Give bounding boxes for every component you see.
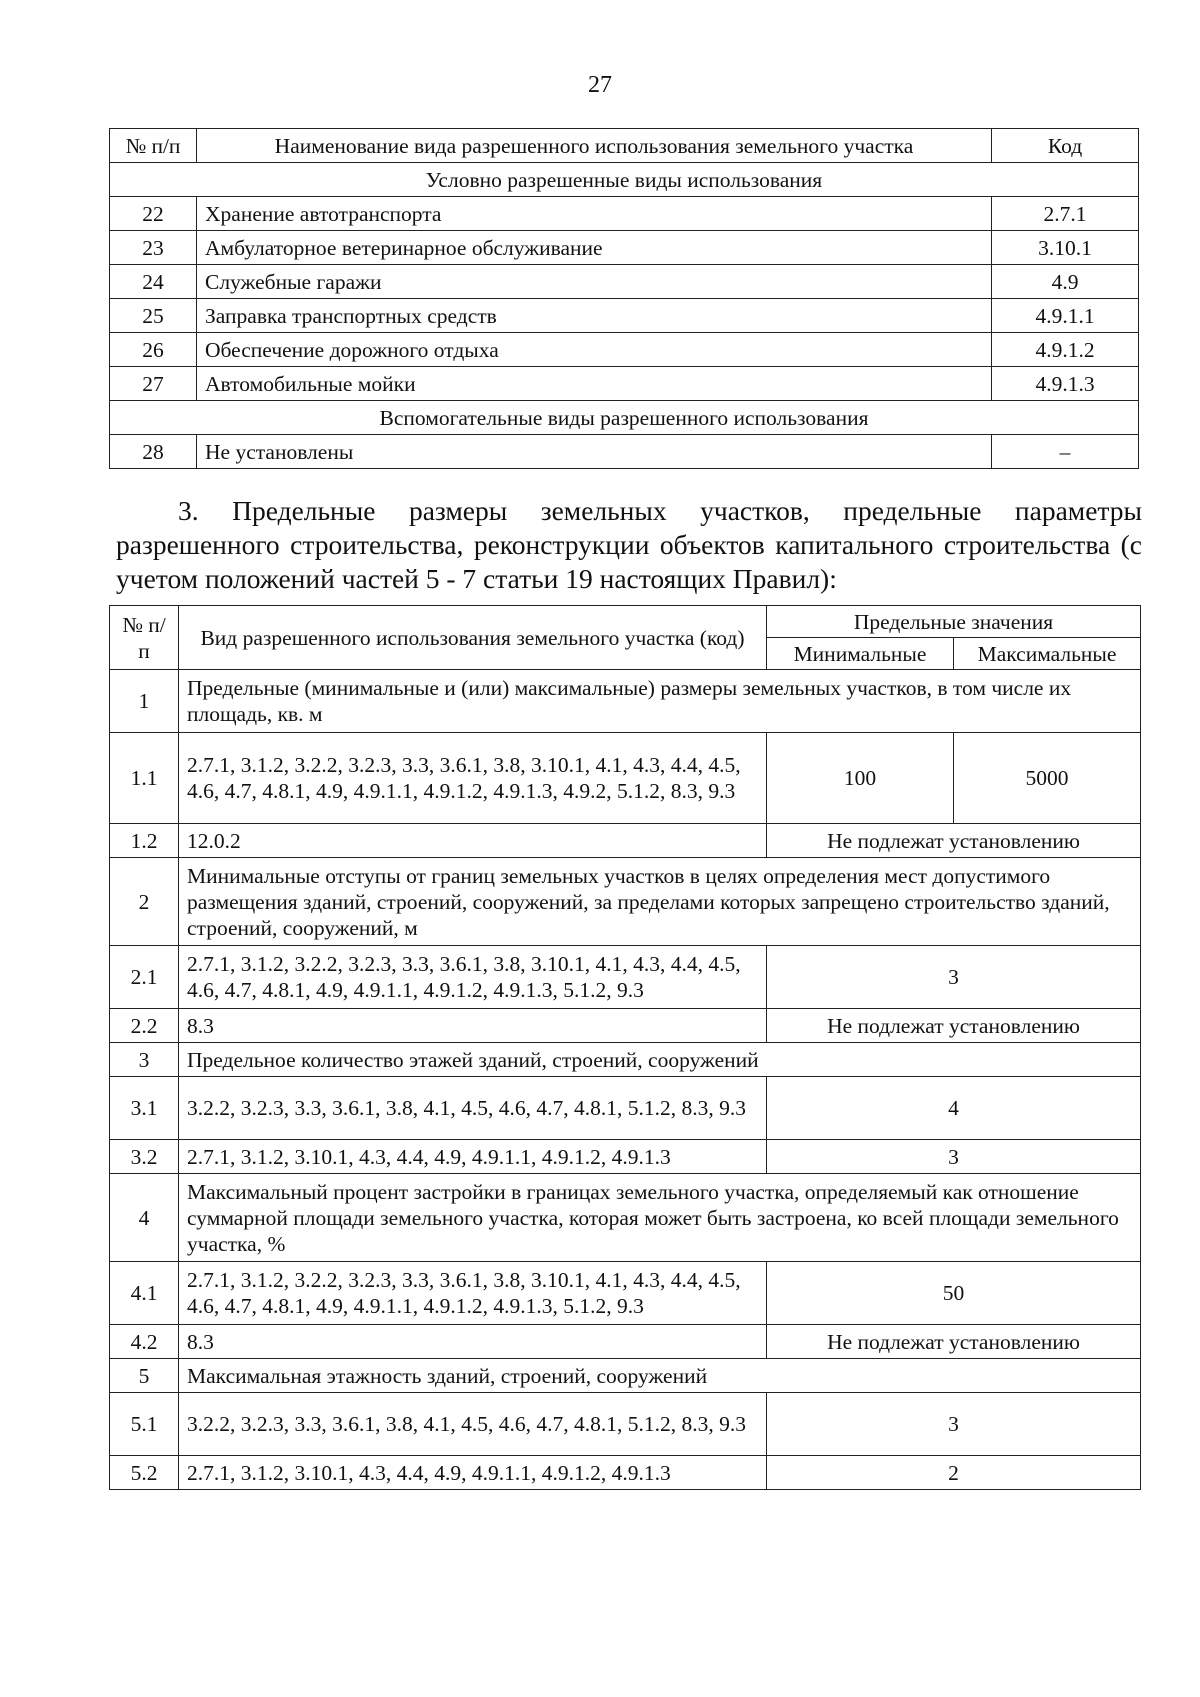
table-row (110, 333, 1139, 367)
row-num: 2 (110, 858, 179, 946)
table-row (110, 1043, 1141, 1077)
row-value: 2 (767, 1456, 1141, 1490)
row-name: Не установлены (197, 435, 992, 469)
table-row (110, 858, 1141, 946)
table-row (110, 435, 1139, 469)
table-row (110, 946, 1141, 1009)
table-header-row (110, 129, 1139, 163)
row-value: Не подлежат установлению (767, 1325, 1141, 1359)
row-code: 3.10.1 (992, 231, 1139, 265)
row-codes: 2.7.1, 3.1.2, 3.10.1, 4.3, 4.4, 4.9, 4.9.1.1, 4.9.1.2, 4.9.1.3 (179, 1140, 767, 1174)
row-name: Служебные гаражи (197, 265, 992, 299)
row-num: 2.2 (110, 1009, 179, 1043)
table-row (110, 299, 1139, 333)
row-num: 3.2 (110, 1140, 179, 1174)
table-row (110, 1456, 1141, 1490)
row-num: 1.1 (110, 733, 179, 824)
row-num: 4 (110, 1174, 179, 1262)
table-row (110, 670, 1141, 733)
row-text: Предельное количество этажей зданий, строений, сооружений (179, 1043, 1141, 1077)
row-code: 4.9.1.1 (992, 299, 1139, 333)
table-row (110, 1140, 1141, 1174)
row-num: 3 (110, 1043, 179, 1077)
row-num: 1 (110, 670, 179, 733)
section-row (110, 401, 1139, 435)
row-value: 3 (767, 1393, 1141, 1456)
row-name: Заправка транспортных средств (197, 299, 992, 333)
table-row (110, 1325, 1141, 1359)
row-name: Обеспечение дорожного отдыха (197, 333, 992, 367)
permitted-use-table (109, 128, 1139, 469)
row-name: Хранение автотранспорта (197, 197, 992, 231)
table-row (110, 231, 1139, 265)
header-code: Код (992, 129, 1139, 163)
row-num: 1.2 (110, 824, 179, 858)
row-text: Максимальный процент застройки в границах земельного участка, определяемый как отношение суммарной площади земельного участка, которая может быть застроена, ко всей площади земельного участка, % (179, 1174, 1141, 1262)
table-row (110, 733, 1141, 824)
header-max: Максимальные (954, 638, 1141, 670)
row-value: Не подлежат установлению (767, 1009, 1141, 1043)
row-num: 28 (110, 435, 197, 469)
header-limits: Предельные значения (767, 606, 1141, 638)
row-max: 5000 (954, 733, 1141, 824)
row-value: 50 (767, 1262, 1141, 1325)
section-row (110, 163, 1139, 197)
table-row (110, 1262, 1141, 1325)
row-min: 100 (767, 733, 954, 824)
table-row (110, 1174, 1141, 1262)
table-row (110, 1009, 1141, 1043)
row-code: 4.9 (992, 265, 1139, 299)
row-num: 2.1 (110, 946, 179, 1009)
limits-table (109, 605, 1141, 1490)
table-row (110, 824, 1141, 858)
row-name: Амбулаторное ветеринарное обслуживание (197, 231, 992, 265)
section-3-paragraph: 3. Предельные размеры земельных участков, предельные параметры разрешенного строительства, реконструкции объектов капитального строительства (с учетом положений частей 5 - 7 статьи 19 настоящих Правил): (116, 495, 1142, 594)
row-num: 23 (110, 231, 197, 265)
row-num: 5.2 (110, 1456, 179, 1490)
row-codes: 3.2.2, 3.2.3, 3.3, 3.6.1, 3.8, 4.1, 4.5, 4.6, 4.7, 4.8.1, 5.1.2, 8.3, 9.3 (179, 1393, 767, 1456)
table-row (110, 1359, 1141, 1393)
row-num: 22 (110, 197, 197, 231)
row-name: Автомобильные мойки (197, 367, 992, 401)
row-value: 4 (767, 1077, 1141, 1140)
header-num: № п/п (110, 129, 197, 163)
section-auxiliary-title: Вспомогательные виды разрешенного использования (110, 401, 1139, 435)
section-conditional-title: Условно разрешенные виды использования (110, 163, 1139, 197)
row-code: 2.7.1 (992, 197, 1139, 231)
row-text: Предельные (минимальные и (или) максимальные) размеры земельных участков, в том числе их площадь, кв. м (179, 670, 1141, 733)
page-number: 27 (588, 72, 612, 98)
row-num: 4.2 (110, 1325, 179, 1359)
row-value: 3 (767, 1140, 1141, 1174)
table-row (110, 1393, 1141, 1456)
row-codes: 12.0.2 (179, 824, 767, 858)
table-row (110, 265, 1139, 299)
row-value: Не подлежат установлению (767, 824, 1141, 858)
row-code: 4.9.1.2 (992, 333, 1139, 367)
row-codes: 2.7.1, 3.1.2, 3.2.2, 3.2.3, 3.3, 3.6.1, 3.8, 3.10.1, 4.1, 4.3, 4.4, 4.5, 4.6, 4.7, 4.8.1, 4.9, 4.9.1.1, 4.9.1.2, 4.9.1.3, 5.1.2, 9.3 (179, 946, 767, 1009)
row-value: 3 (767, 946, 1141, 1009)
row-text: Минимальные отступы от границ земельных участков в целях определения мест допустимого размещения зданий, строений, сооружений, за пределами которых запрещено строительство зданий, строений, сооружений, м (179, 858, 1141, 946)
row-codes: 8.3 (179, 1325, 767, 1359)
header-min: Минимальные (767, 638, 954, 670)
row-codes: 3.2.2, 3.2.3, 3.3, 3.6.1, 3.8, 4.1, 4.5, 4.6, 4.7, 4.8.1, 5.1.2, 8.3, 9.3 (179, 1077, 767, 1140)
row-code: 4.9.1.3 (992, 367, 1139, 401)
row-text: Максимальная этажность зданий, строений, сооружений (179, 1359, 1141, 1393)
row-num: 26 (110, 333, 197, 367)
row-num: 4.1 (110, 1262, 179, 1325)
row-num: 27 (110, 367, 197, 401)
table-header-row (110, 606, 1141, 638)
row-num: 5 (110, 1359, 179, 1393)
row-num: 3.1 (110, 1077, 179, 1140)
table-row (110, 197, 1139, 231)
header-name: Наименование вида разрешенного использования земельного участка (197, 129, 992, 163)
row-codes: 2.7.1, 3.1.2, 3.10.1, 4.3, 4.4, 4.9, 4.9.1.1, 4.9.1.2, 4.9.1.3 (179, 1456, 767, 1490)
row-codes: 8.3 (179, 1009, 767, 1043)
row-codes: 2.7.1, 3.1.2, 3.2.2, 3.2.3, 3.3, 3.6.1, 3.8, 3.10.1, 4.1, 4.3, 4.4, 4.5, 4.6, 4.7, 4.8.1, 4.9, 4.9.1.1, 4.9.1.2, 4.9.1.3, 4.9.2, 5.1.2, 8.3, 9.3 (179, 733, 767, 824)
table-row (110, 367, 1139, 401)
row-codes: 2.7.1, 3.1.2, 3.2.2, 3.2.3, 3.3, 3.6.1, 3.8, 3.10.1, 4.1, 4.3, 4.4, 4.5, 4.6, 4.7, 4.8.1, 4.9, 4.9.1.1, 4.9.1.2, 4.9.1.3, 5.1.2, 9.3 (179, 1262, 767, 1325)
header-kind: Вид разрешенного использования земельного участка (код) (179, 606, 767, 670)
row-code: – (992, 435, 1139, 469)
header-num: № п/п (110, 606, 179, 670)
row-num: 25 (110, 299, 197, 333)
table-row (110, 1077, 1141, 1140)
row-num: 24 (110, 265, 197, 299)
row-num: 5.1 (110, 1393, 179, 1456)
